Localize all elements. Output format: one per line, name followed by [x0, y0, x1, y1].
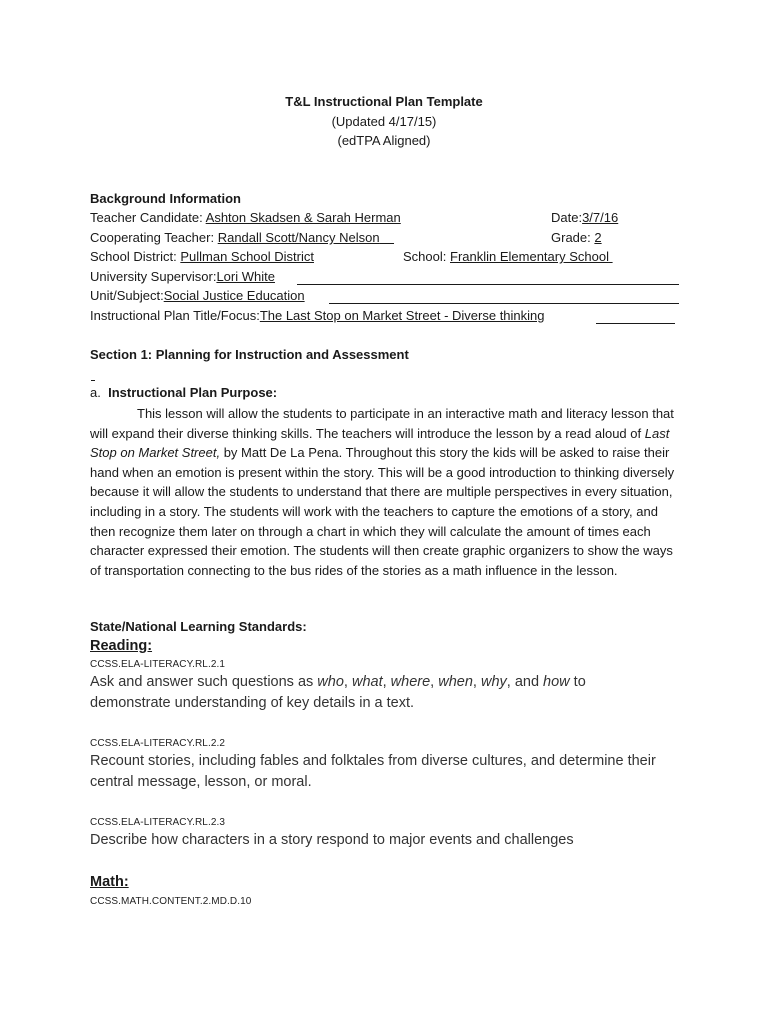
rl2-code: CCSS.ELA-LITERACY.RL.2.2: [90, 738, 226, 749]
cooperating-teacher-label: Cooperating Teacher:: [90, 230, 215, 245]
date-value: 3/7/16: [582, 210, 619, 225]
supervisor-label: University Supervisor:: [90, 269, 217, 284]
date-row: [551, 210, 618, 225]
district-value: Pullman School District: [180, 249, 314, 264]
teacher-candidate-row: [90, 210, 401, 225]
math-heading: Math:: [90, 874, 129, 890]
date-label: Date:: [551, 210, 583, 225]
district-row: [90, 249, 314, 264]
unit-label: Unit/Subject:: [90, 288, 164, 303]
document-updated: (Updated 4/17/15): [331, 114, 437, 129]
school-value: Franklin Elementary School: [450, 249, 609, 264]
rl2-text: Recount stories, including fables and folktales from diverse cultures, and determine their central message, lesson, or moral.: [90, 753, 656, 790]
unit-underline: [329, 303, 679, 304]
title-focus-row: [90, 308, 545, 323]
cooperating-teacher-value: Randall Scott/Nancy Nelson: [217, 230, 380, 245]
cooperating-teacher-row: [90, 230, 394, 245]
grade-value: 2: [594, 230, 602, 245]
section1-heading: Section 1: Planning for Instruction and Assessment: [90, 347, 409, 362]
purpose-heading: Instructional Plan Purpose:: [108, 385, 278, 400]
rl1-code: CCSS.ELA-LITERACY.RL.2.1: [90, 659, 226, 670]
rl3-text: Describe how characters in a story respond to major events and challenges: [90, 832, 574, 848]
document-aligned: (edTPA Aligned): [337, 133, 431, 148]
school-row: [403, 249, 613, 264]
school-label: School:: [403, 249, 447, 264]
background-heading: Background Information: [90, 191, 241, 206]
supervisor-underline: [297, 284, 679, 285]
title-focus-underline: [596, 323, 675, 324]
section1-dash: [91, 380, 95, 381]
purpose-paragraph: This lesson will allow the students to participate in an interactive math and literacy lesson that will expand their diverse thinking skills. The teachers will introduce the lesson by a read aloud of Last Stop on Market Street, by Matt De La Pena. Throughout this story the kids will be asked to raise their hand when an emotion is present within the story. This will be a good introduction to thinking diversely because it will allow the students to understand that there are multiple perspectives in every situation, including in a story. The students will work with the teachers to capture the emotions of a story, and then recognize them later on through a chart in which they will calculate the amount of times each character expressed their emotion. The students will then create graphic organizers to show the ways of transportation connecting to the bus rides of the stories as a math influence in the lesson.: [90, 406, 675, 578]
district-label: School District:: [90, 249, 177, 264]
rl3-code: CCSS.ELA-LITERACY.RL.2.3: [90, 817, 226, 828]
title-focus-label: Instructional Plan Title/Focus:: [90, 308, 260, 323]
reading-heading: Reading:: [90, 638, 153, 654]
math-code: CCSS.MATH.CONTENT.2.MD.D.10: [90, 896, 252, 907]
grade-row: [551, 230, 602, 245]
unit-row: [90, 288, 305, 303]
teacher-candidate-label: Teacher Candidate:: [90, 210, 203, 225]
supervisor-value: Lori White: [216, 269, 275, 284]
rl1-text: Ask and answer such questions as who, what, where, when, why, and how to demonstrate understanding of key details in a text.: [90, 674, 586, 711]
standards-heading: State/National Learning Standards:: [90, 619, 307, 634]
purpose-marker: a.: [90, 385, 101, 400]
supervisor-row: [90, 269, 275, 284]
grade-label: Grade:: [551, 230, 591, 245]
unit-value: Social Justice Education: [163, 288, 305, 303]
document-title: T&L Instructional Plan Template: [285, 94, 483, 109]
teacher-candidate-value: Ashton Skadsen & Sarah Herman: [205, 210, 401, 225]
title-focus-value: The Last Stop on Market Street - Diverse thinking: [259, 308, 545, 323]
book-title: Last Stop on Market Street,: [90, 425, 670, 461]
purpose-heading-row: [90, 385, 277, 400]
